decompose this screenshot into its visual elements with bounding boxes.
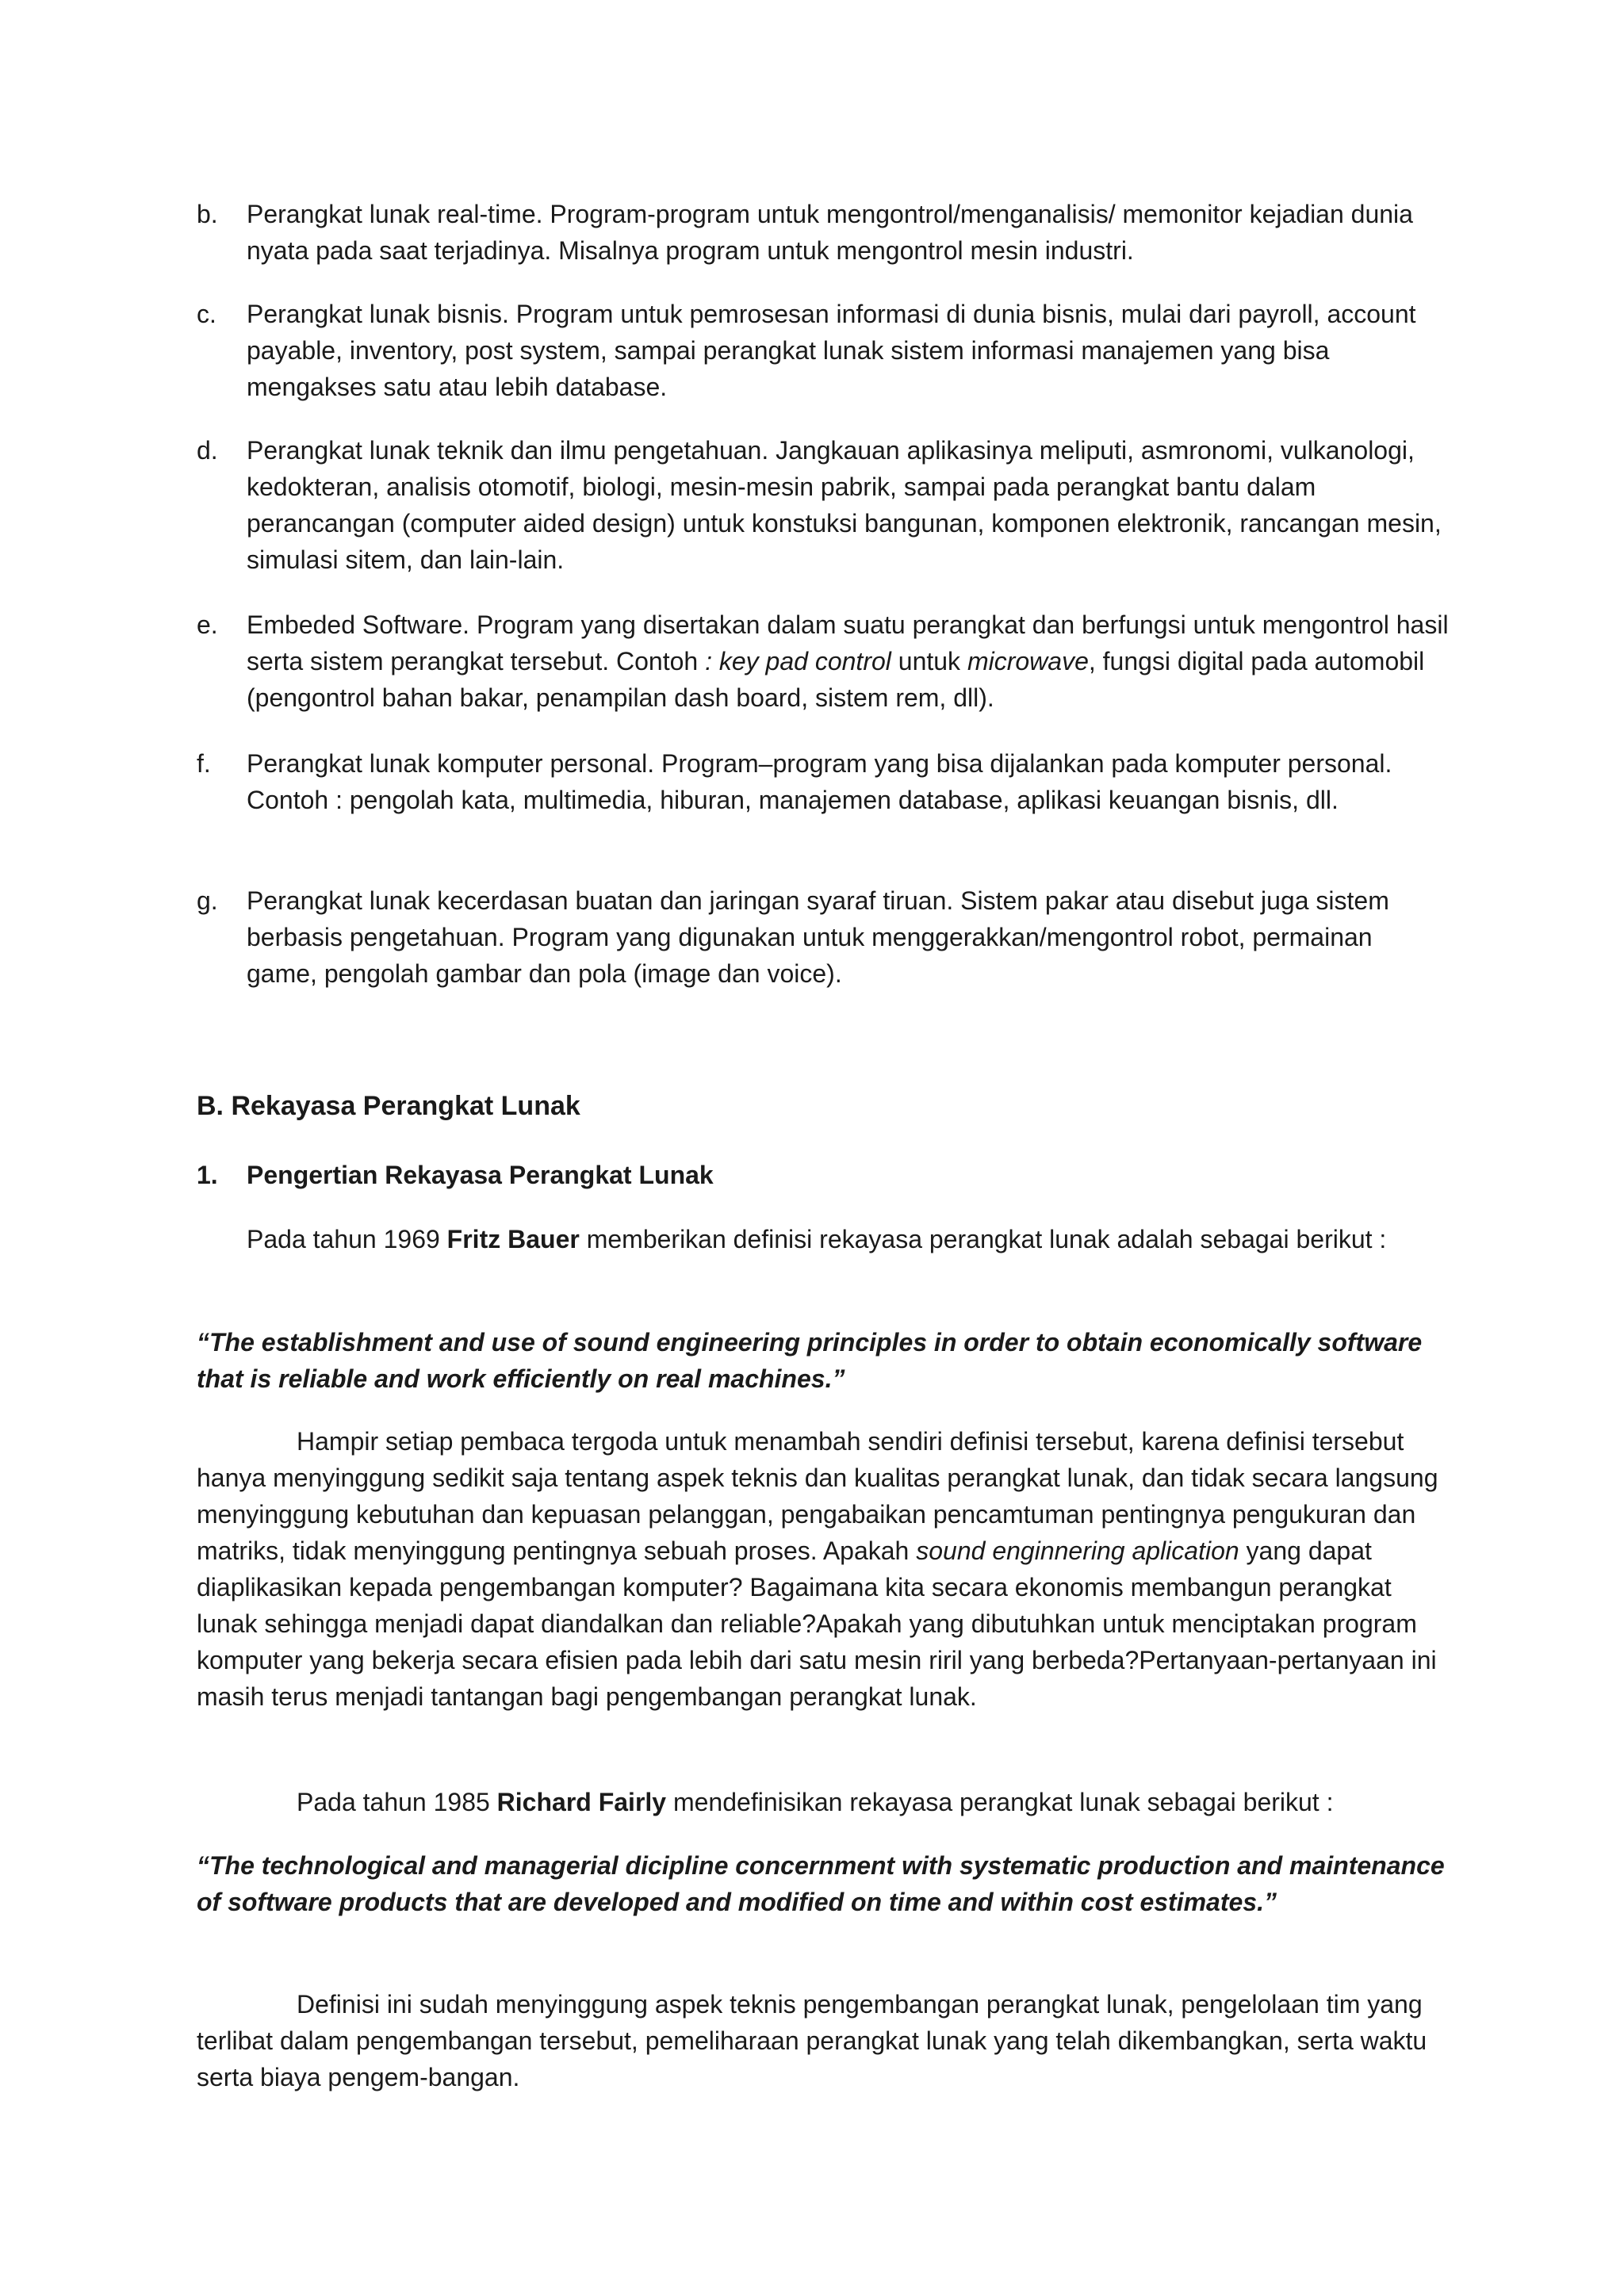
quote-fairly: “The technological and managerial dicipline concernment with systematic production and maintenance of software products that are developed and modified on time and within cost estimates.” [197,1851,1445,1916]
section-heading: B. Rekayasa Perangkat Lunak [197,1091,580,1121]
list-item-c [197,296,1450,405]
list-marker: f. [197,749,211,778]
list-text: Perangkat lunak teknik dan ilmu pengetahuan. Jangkauan aplikasinya meliputi, asmronomi, vulkanologi, kedokteran, analisis otomotif, biologi, mesin-mesin pabrik, sampai pada perangkat bantu dalam perancangan (computer aided design) untuk konstuksi bangunan, komponen elektronik, rancangan mesin, simulasi sitem, dan lain-lain. [247,436,1442,574]
paragraph-bauer: Pada tahun 1969 Fritz Bauer memberikan definisi rekayasa perangkat lunak adalah sebagai berikut : [247,1225,1387,1253]
list-item-e [197,607,1450,716]
list-item-g [197,882,1450,992]
list-marker: d. [197,436,218,465]
list-marker: e. [197,610,218,639]
list-item-f [197,745,1450,818]
list-marker: b. [197,200,218,228]
list-text: Embeded Software. Program yang disertakan dalam suatu perangkat dan berfungsi untuk mengontrol hasil serta sistem perangkat tersebut. Contoh : key pad control untuk microwave, fungsi digital pada automobil (pengontrol bahan bakar, penampilan dash board, sistem rem, dll). [247,610,1449,712]
subsection-number: 1. [197,1161,218,1189]
list-text: Perangkat lunak kecerdasan buatan dan jaringan syaraf tiruan. Sistem pakar atau disebut juga sistem berbasis pengetahuan. Program yang digunakan untuk menggerakkan/mengontrol robot, permainan game, pengolah gambar dan pola (image dan voice). [247,886,1389,988]
list-text: Perangkat lunak real-time. Program-program untuk mengontrol/menganalisis/ memonitor kejadian dunia nyata pada saat terjadinya. Misalnya program untuk mengontrol mesin industri. [247,200,1413,265]
list-marker: g. [197,886,218,915]
subsection-heading [197,1157,1450,1193]
list-text: Perangkat lunak bisnis. Program untuk pemrosesan informasi di dunia bisnis, mulai dari payroll, account payable, inventory, post system, sampai perangkat lunak sistem informasi manajemen yang bisa mengakses satu atau lebih database. [247,300,1416,401]
paragraph-conclusion: Definisi ini sudah menyinggung aspek teknis pengembangan perangkat lunak, pengelolaan tim yang terlibat dalam pengembangan tersebut, pemeliharaan perangkat lunak yang telah dikembangkan, serta waktu serta biaya pengem-bangan. [197,1990,1427,2091]
list-item-b [197,196,1450,269]
paragraph-discussion: Hampir setiap pembaca tergoda untuk menambah sendiri definisi tersebut, karena definisi tersebut hanya menyinggung sedikit saja tentang aspek teknis dan kualitas perangkat lunak, dan tidak secara langsung menyinggung kebutuhan dan kepuasan pelanggan, pengabaikan pencamtuman pentingnya pengukuran dan matriks, tidak menyinggung pentingnya sebuah proses. Apakah sound enginnering aplication yang dapat diaplikasikan kepada pengembangan komputer? Bagaimana kita secara ekonomis membangun perangkat lunak sehingga menjadi dapat diandalkan dan reliable?Apakah yang dibutuhkan untuk menciptakan program komputer yang bekerja secara efisien pada lebih dari satu mesin riril yang berbeda?Pertanyaan-pertanyaan ini masih terus menjadi tantangan bagi pengembangan perangkat lunak. [197,1427,1438,1711]
quote-bauer: “The establishment and use of sound engineering principles in order to obtain economically software that is reliable and work efficiently on real machines.” [197,1328,1423,1393]
subsection-title: Pengertian Rekayasa Perangkat Lunak [247,1161,714,1189]
list-item-d [197,432,1450,578]
list-text: Perangkat lunak komputer personal. Program–program yang bisa dijalankan pada komputer personal. Contoh : pengolah kata, multimedia, hiburan, manajemen database, aplikasi keuangan bisnis, dll. [247,749,1392,814]
paragraph-fairly: Pada tahun 1985 Richard Fairly mendefinisikan rekayasa perangkat lunak sebagai berikut : [297,1788,1334,1816]
list-marker: c. [197,300,216,328]
